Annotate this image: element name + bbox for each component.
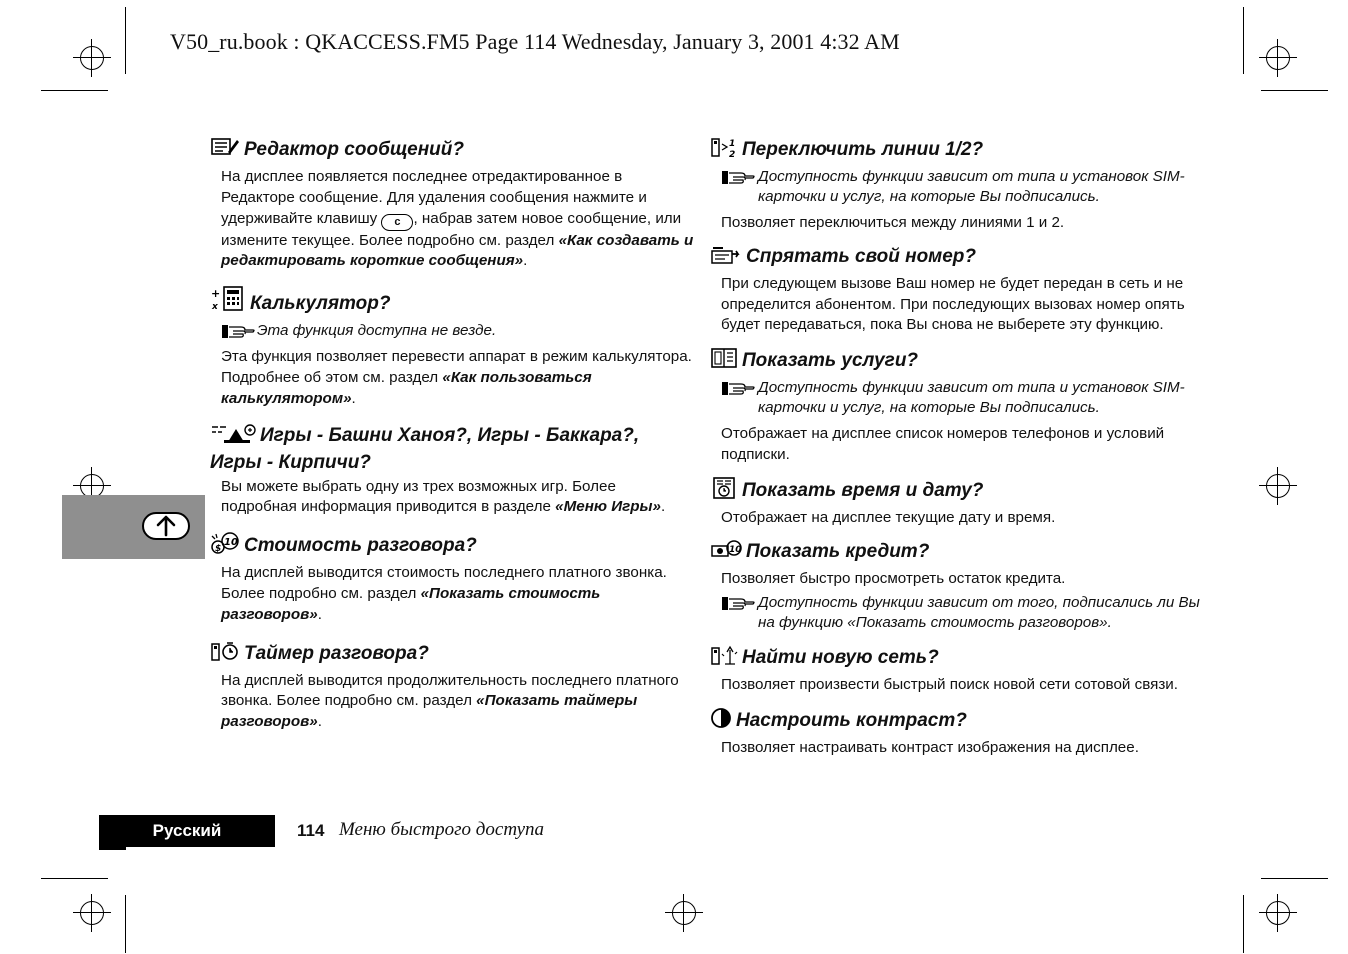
crop-mark bbox=[1243, 7, 1244, 74]
section-title: Стоимость разговора? bbox=[244, 535, 477, 557]
section-text: Позволяет настраивать контраст изображения на дисплее. bbox=[721, 739, 1139, 757]
section-heading bbox=[710, 477, 1200, 506]
section-heading bbox=[710, 644, 1200, 673]
crop-mark bbox=[125, 7, 126, 74]
pointing-hand-icon bbox=[721, 168, 755, 192]
call-timer-icon bbox=[210, 640, 240, 669]
section-calculator bbox=[210, 286, 695, 409]
section-title: Показать услуги? bbox=[742, 350, 919, 372]
section-heading bbox=[710, 707, 1200, 736]
pointing-hand-icon bbox=[721, 379, 755, 403]
section-heading bbox=[710, 136, 1200, 165]
network-search-icon bbox=[710, 644, 738, 673]
crop-mark bbox=[1243, 895, 1244, 953]
section-date-time bbox=[710, 477, 1200, 529]
section-contrast bbox=[710, 707, 1200, 759]
section-heading bbox=[210, 424, 695, 475]
note: Эта функция доступна не везде. bbox=[221, 321, 695, 341]
section-title: Найти новую сеть? bbox=[742, 647, 939, 669]
credit-icon bbox=[710, 540, 742, 567]
section-title: Показать время и дату? bbox=[742, 479, 984, 501]
svg-text:+: + bbox=[211, 287, 221, 301]
calculator-icon bbox=[210, 286, 246, 319]
section-services bbox=[710, 347, 1200, 466]
section-title: Показать кредит? bbox=[746, 540, 930, 562]
crop-mark bbox=[1261, 878, 1328, 879]
switch-line-icon bbox=[710, 136, 738, 165]
svg-text:10: 10 bbox=[224, 537, 238, 549]
registration-mark-icon bbox=[77, 898, 107, 928]
section-text: Отображает на дисплее текущие дату и время. bbox=[721, 508, 1056, 526]
right-column bbox=[710, 136, 1200, 770]
section-title: Игры - Башни Ханоя?, Игры - Баккара?, Игры - Кирпичи? bbox=[210, 424, 640, 473]
hide-number-icon bbox=[710, 245, 742, 272]
contrast-icon bbox=[710, 707, 732, 736]
games-icon bbox=[210, 424, 256, 451]
clear-key-icon: c bbox=[381, 214, 413, 231]
section-text: На дисплей выводится продолжительность последнего платного звонка. Более подробно см. раздел «Показать таймеры разговоров». bbox=[221, 671, 679, 731]
section-text: Позволяет быстро просмотреть остаток кредита. bbox=[721, 569, 1066, 587]
running-title: Меню быстрого доступа bbox=[339, 819, 545, 840]
section-switch-line bbox=[710, 136, 1200, 234]
section-title: Настроить контраст? bbox=[736, 710, 967, 732]
section-credit bbox=[710, 540, 1200, 634]
registration-mark-icon bbox=[77, 43, 107, 73]
note: Доступность функции зависит от типа и установок SIM-карточки и услуг, на которые Вы подписались. bbox=[721, 167, 1200, 207]
section-title: Спрятать свой номер? bbox=[746, 245, 977, 267]
pointing-hand-icon bbox=[221, 322, 255, 346]
language-tab-tail bbox=[99, 846, 126, 850]
section-heading bbox=[210, 286, 695, 319]
cross-reference: «Меню Игры» bbox=[555, 498, 661, 516]
section-heading bbox=[710, 245, 1200, 272]
section-heading bbox=[710, 347, 1200, 376]
registration-mark-icon bbox=[1263, 898, 1293, 928]
left-column bbox=[210, 136, 695, 744]
crop-mark bbox=[41, 90, 108, 91]
cross-reference: «Как создавать и редактировать короткие сообщения» bbox=[221, 231, 694, 270]
section-call-cost bbox=[210, 532, 695, 625]
section-title: Калькулятор? bbox=[250, 293, 391, 315]
date-time-icon bbox=[710, 477, 738, 506]
registration-mark-icon bbox=[1263, 43, 1293, 73]
cross-reference: «Как пользоваться калькулятором» bbox=[221, 368, 592, 407]
section-network-search bbox=[710, 644, 1200, 696]
section-text: При следующем вызове Ваш номер не будет передан в сеть и не определится абонентом. При последующих вызовах номер опять будет передаваться, пока Вы снова не выберете эту функцию. bbox=[721, 274, 1185, 334]
section-heading bbox=[210, 136, 695, 165]
section-title: Переключить линии 1/2? bbox=[742, 139, 984, 160]
note: Доступность функции зависит от того, подписались ли Вы на функцию «Показать стоимость разговоров». bbox=[721, 593, 1200, 633]
section-title: Редактор сообщений? bbox=[244, 139, 464, 160]
svg-text:2: 2 bbox=[729, 150, 736, 158]
registration-mark-icon bbox=[1263, 471, 1293, 501]
cross-reference: «Показать таймеры разговоров» bbox=[221, 692, 638, 731]
svg-text:10: 10 bbox=[729, 544, 742, 555]
section-text: На дисплей выводится стоимость последнего платного звонка. Более подробно см. раздел «Показать стоимость разговоров». bbox=[221, 564, 667, 623]
pointing-hand-icon bbox=[721, 594, 755, 618]
section-heading bbox=[210, 640, 695, 669]
svg-text:$: $ bbox=[215, 544, 222, 555]
section-heading bbox=[710, 540, 1200, 567]
section-text: На дисплее появляется последнее отредактированное в Редакторе сообщение. Для удаления сообщения нажмите и удерживайте клавишу c , набрав затем новое сообщение, или измените текущее. Более подробно см. раздел «Как создавать и редактировать короткие сообщения». bbox=[221, 168, 694, 270]
crop-mark bbox=[1261, 90, 1328, 91]
svg-text:x: x bbox=[212, 302, 218, 313]
section-text: Позволяет переключиться между линиями 1 и 2. bbox=[721, 214, 1065, 231]
registration-mark-icon bbox=[669, 898, 699, 928]
header-line: V50_ru.book : QKACCESS.FM5 Page 114 Wednesday, January 3, 2001 4:32 AM bbox=[170, 29, 900, 54]
page-number: 114 bbox=[297, 821, 325, 840]
section-text: Вы можете выбрать одну из трех возможных игр. Более подробная информация приводится в разделе «Меню Игры». bbox=[221, 477, 666, 516]
language-tab: Русский bbox=[99, 815, 275, 847]
section-heading bbox=[210, 532, 695, 561]
section-text: Позволяет произвести быстрый поиск новой сети сотовой связи. bbox=[721, 676, 1178, 694]
crop-mark bbox=[125, 895, 126, 953]
call-cost-icon bbox=[210, 532, 240, 561]
section-text: Отображает на дисплее список номеров телефонов и условий подписки. bbox=[721, 425, 1165, 463]
note: Доступность функции зависит от типа и установок SIM-карточки и услуг, на которые Вы подписались. bbox=[721, 378, 1200, 418]
section-games bbox=[210, 424, 695, 519]
crop-mark bbox=[41, 878, 108, 879]
up-arrow-icon bbox=[142, 512, 190, 540]
cross-reference: «Показать стоимость разговоров» bbox=[221, 584, 601, 623]
section-message-editor bbox=[210, 136, 695, 272]
section-hide-number bbox=[710, 245, 1200, 336]
section-call-timer bbox=[210, 640, 695, 733]
message-editor-icon bbox=[210, 136, 240, 165]
section-text: Эта функция позволяет перевести аппарат в режим калькулятора. Подробнее об этом см. раздел «Как пользоваться калькулятором». bbox=[221, 348, 692, 407]
svg-text:1: 1 bbox=[729, 139, 736, 149]
section-title: Таймер разговора? bbox=[244, 642, 429, 664]
services-book-icon bbox=[710, 347, 738, 376]
